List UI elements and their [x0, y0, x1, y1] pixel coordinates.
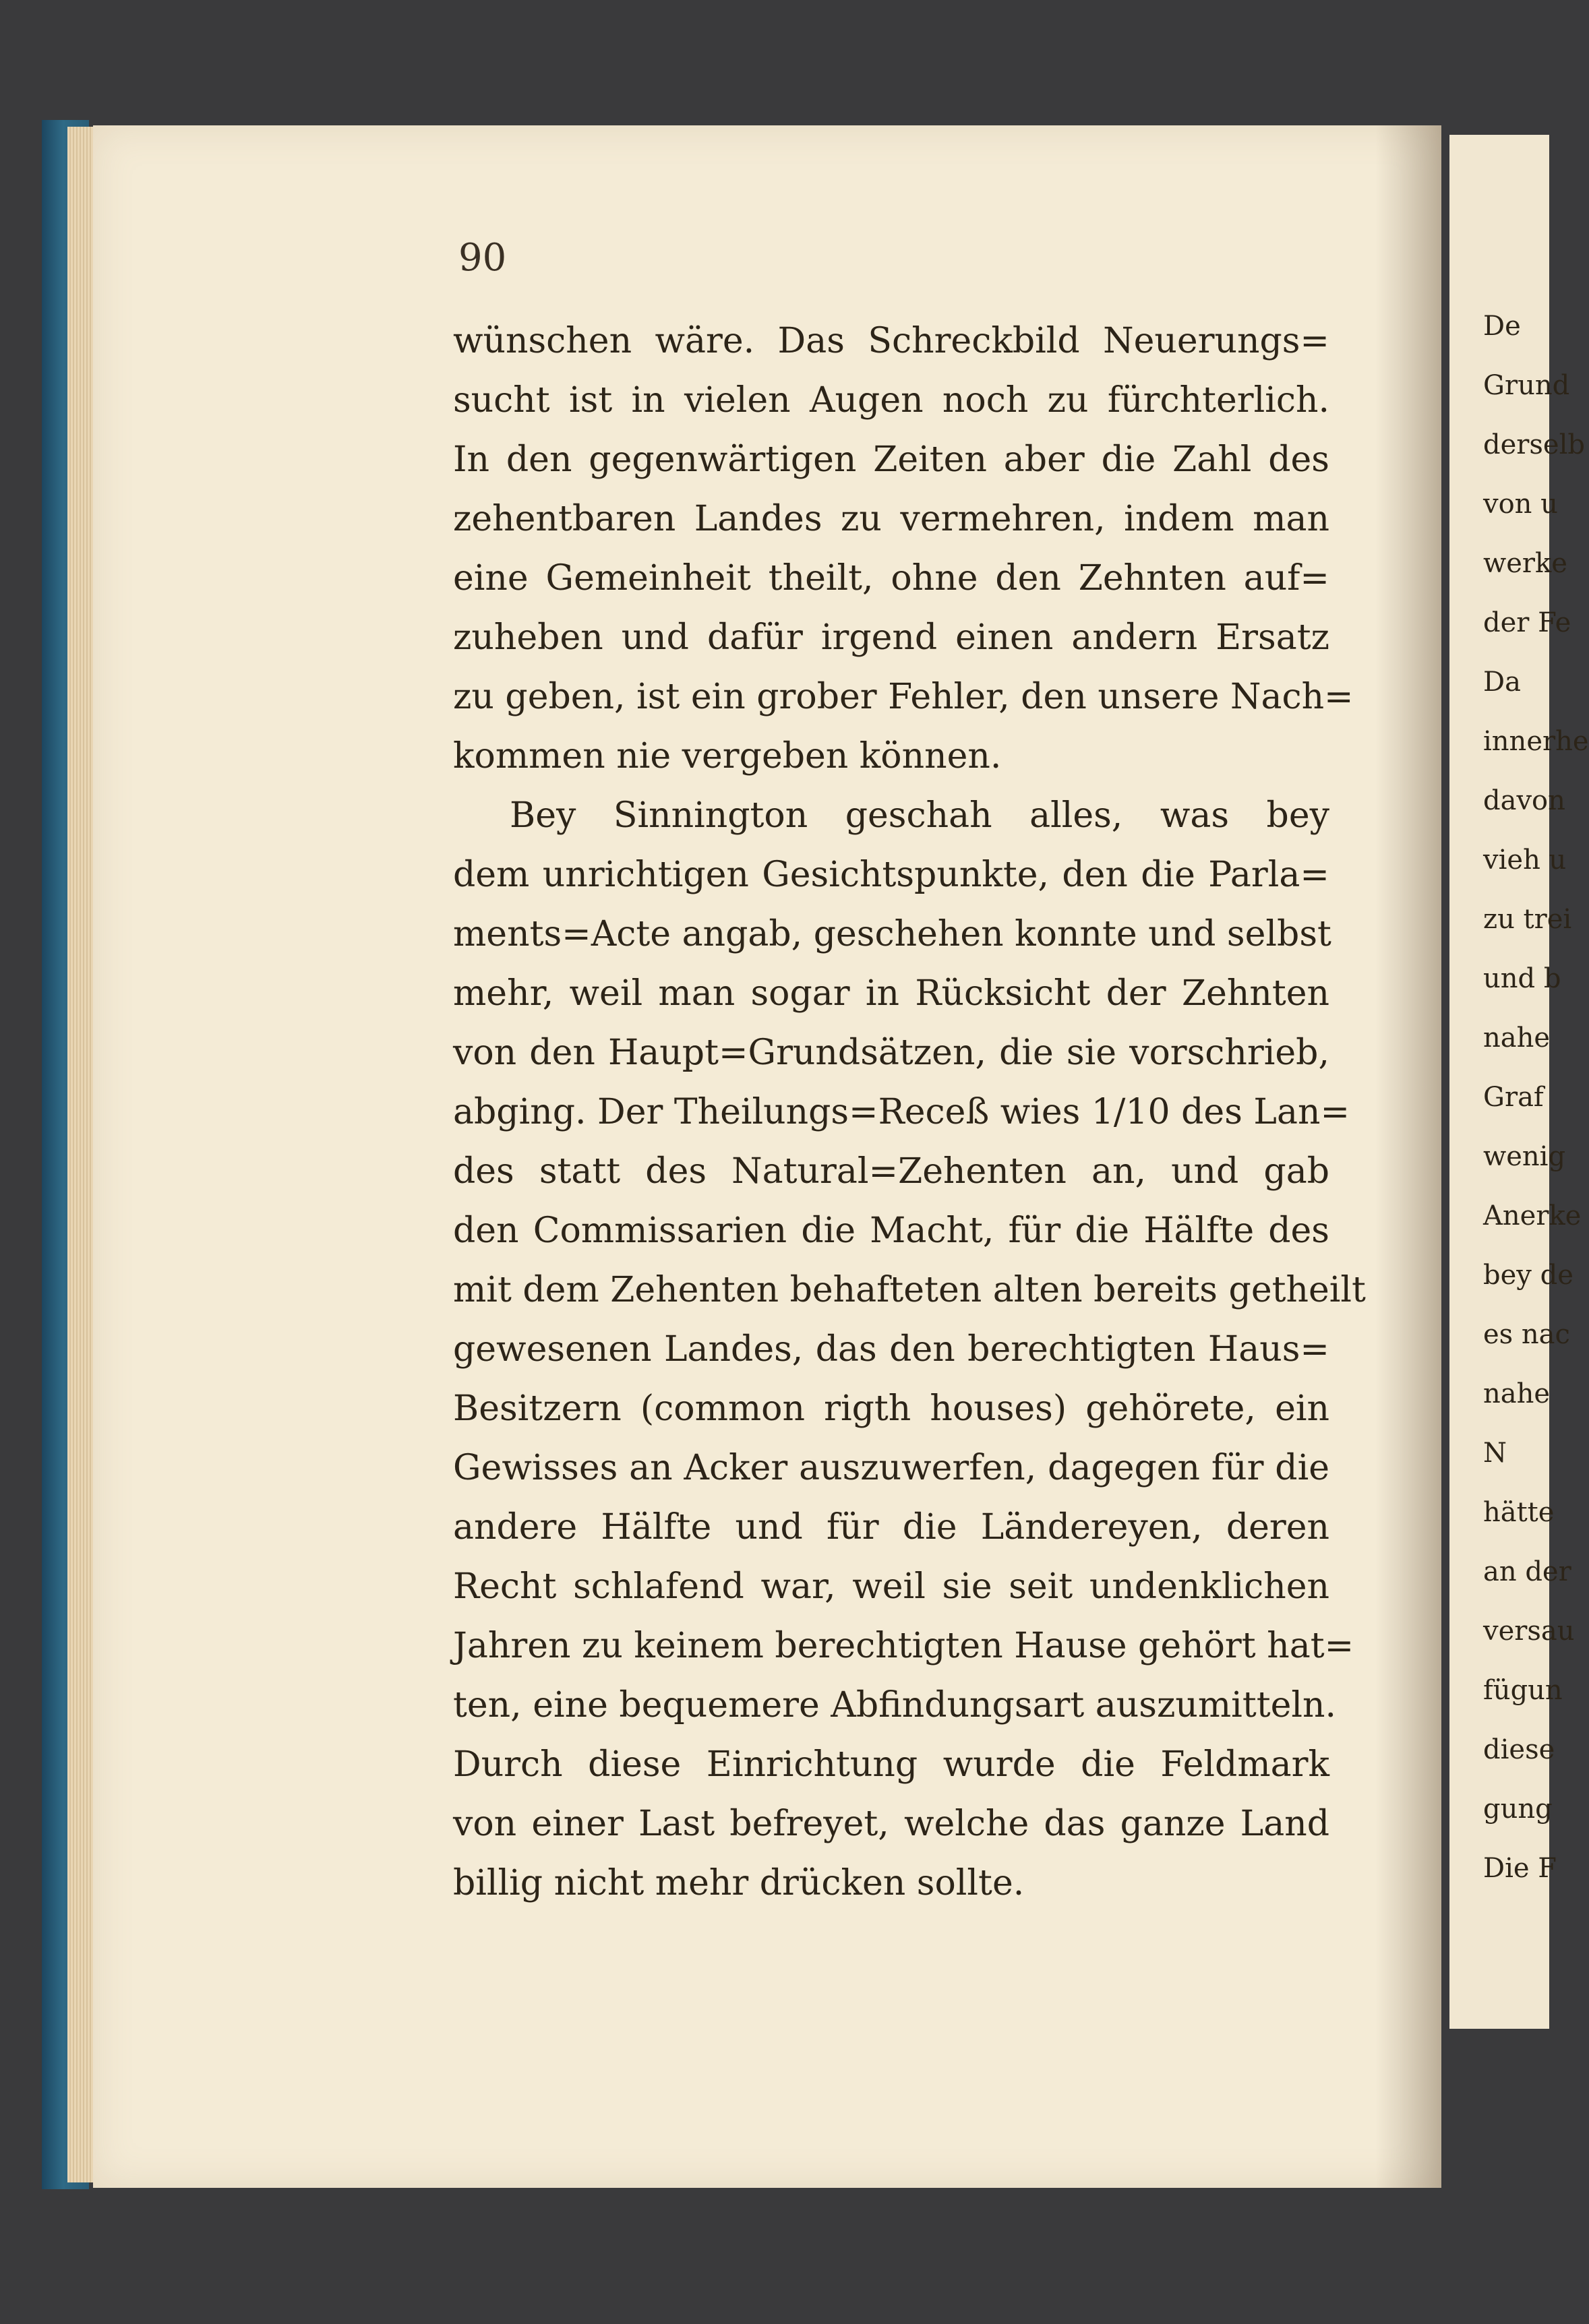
facing-text-fragment: fügun: [1483, 1675, 1563, 1706]
text-line: Recht schlafend war, weil sie seit undenklichen: [453, 1566, 1329, 1607]
text-line: sucht ist in vielen Augen noch zu fürchterlich.: [453, 380, 1329, 421]
facing-text-fragment: vieh u: [1483, 845, 1567, 876]
facing-text-fragment: davon: [1483, 785, 1565, 816]
facing-text-fragment: nahe: [1483, 1378, 1551, 1409]
facing-text-fragment: N: [1483, 1438, 1507, 1469]
text-line: In den gegenwärtigen Zeiten aber die Zahl des: [453, 439, 1329, 480]
facing-text-fragment: gung: [1483, 1794, 1553, 1825]
text-line: zuheben und dafür irgend einen andern Ersatz: [453, 617, 1329, 658]
facing-text-fragment: nahe: [1483, 1022, 1551, 1053]
text-line: eine Gemeinheit theilt, ohne den Zehnten auf=: [453, 558, 1329, 599]
paragraph-1: [453, 311, 1354, 786]
facing-text-fragment: Da: [1483, 667, 1521, 698]
text-line: Durch diese Einrichtung wurde die Feldmark: [453, 1744, 1329, 1785]
paragraph-2: [453, 786, 1366, 1913]
text-line: Bey Sinnington geschah alles, was bey: [510, 795, 1329, 836]
facing-text-fragment: versau: [1483, 1616, 1575, 1647]
text-line: billig nicht mehr drücken sollte.: [453, 1863, 1025, 1903]
text-line: wünschen wäre. Das Schreckbild Neuerungs=: [453, 321, 1329, 361]
text-line: andere Hälfte und für die Ländereyen, deren: [453, 1507, 1329, 1548]
text-line: von den Haupt=Grundsätzen, die sie vorschrieb,: [453, 1033, 1329, 1073]
facing-text-fragment: diese: [1483, 1734, 1555, 1765]
text-line: von einer Last befreyet, welche das ganze Land: [453, 1804, 1329, 1844]
facing-text-fragment: an der: [1483, 1556, 1571, 1587]
facing-text-fragment: derselb: [1483, 429, 1585, 460]
facing-text-fragment: zu trei: [1483, 904, 1572, 935]
facing-text-fragment: bey de: [1483, 1260, 1573, 1291]
facing-text-fragment: werke: [1483, 548, 1567, 579]
text-line: Gewisses an Acker auszuwerfen, dagegen für die: [453, 1448, 1329, 1488]
facing-text-fragment: der Fe: [1483, 607, 1571, 638]
text-line: den Commissarien die Macht, für die Hälfte des: [453, 1211, 1329, 1251]
text-line: Jahren zu keinem berechtigten Hause gehört hat=: [453, 1626, 1354, 1666]
facing-text-fragment: von u: [1483, 489, 1558, 520]
text-line: kommen nie vergeben können.: [453, 736, 1002, 776]
text-line: ten, eine bequemere Abfindungsart auszumitteln.: [453, 1685, 1337, 1725]
text-line: mit dem Zehenten behafteten alten bereits getheilt: [453, 1270, 1366, 1310]
text-line: mehr, weil man sogar in Rücksicht der Zehnten: [453, 973, 1329, 1014]
facing-text-fragment: innerhe: [1483, 726, 1589, 757]
facing-text-fragment: Anerke: [1483, 1200, 1582, 1231]
facing-text-fragment: es nac: [1483, 1319, 1570, 1350]
page-number: 90: [458, 236, 507, 280]
text-line: ments=Acte angab, geschehen konnte und selbst: [453, 914, 1331, 954]
text-line: abging. Der Theilungs=Receß wies 1/10 des Lan=: [453, 1092, 1350, 1132]
facing-text-fragment: wenig: [1483, 1141, 1566, 1172]
facing-text-fragment: Grund: [1483, 370, 1570, 401]
facing-text-fragment: hätte: [1483, 1497, 1555, 1528]
text-line: Besitzern (common rigth houses) gehörete, ein: [453, 1388, 1329, 1429]
text-line: gewesenen Landes, das den berechtigten Haus=: [453, 1329, 1329, 1370]
text-line: dem unrichtigen Gesichtspunkte, den die Parla=: [453, 855, 1329, 895]
facing-text-fragment: und b: [1483, 963, 1561, 994]
text-line: zu geben, ist ein grober Fehler, den unsere Nach=: [453, 677, 1354, 717]
facing-page-text: [1483, 297, 1589, 1898]
facing-text-fragment: Die F: [1483, 1853, 1557, 1884]
facing-text-fragment: Graf: [1483, 1082, 1544, 1113]
page-body-text: [453, 311, 1366, 1913]
page-block-edge: [67, 127, 94, 2182]
facing-text-fragment: De: [1483, 311, 1521, 342]
text-line: des statt des Natural=Zehenten an, und gab: [453, 1151, 1329, 1192]
page-gutter-shadow: [1375, 125, 1441, 2188]
text-line: zehentbaren Landes zu vermehren, indem man: [453, 499, 1329, 539]
